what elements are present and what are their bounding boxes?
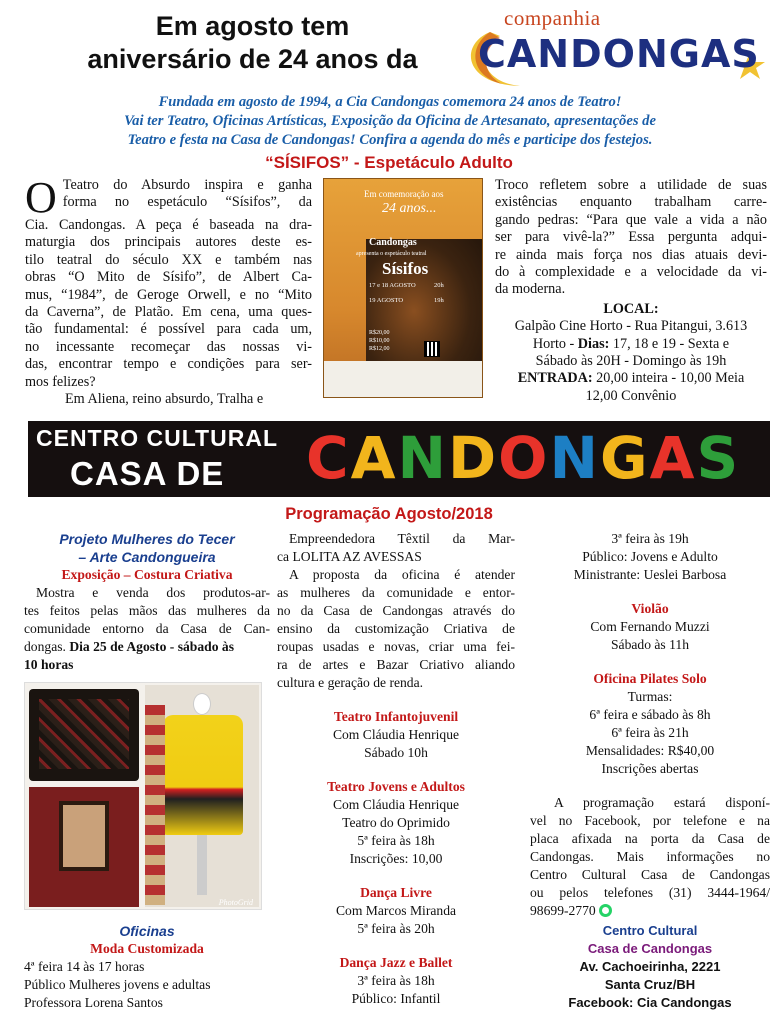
sisifos-right-line: gando pedras: “Para que vale a vida a não	[495, 211, 767, 228]
poster-time2: 19h	[434, 297, 444, 304]
expo-line: Mostra e venda dos produtos-ar-	[36, 585, 270, 600]
logo-big-text: CANDONGAS	[478, 32, 760, 76]
banner-line1: CENTRO CULTURAL	[36, 425, 278, 451]
teatro-jov-line: Teatro do Oprimido	[342, 815, 450, 830]
sisifos-right-line: ser para vivê-la?” Essa pergunta adqui-	[495, 229, 767, 246]
prog-col1	[24, 530, 270, 674]
sisifos-right-line: re ainda mais força nos dias atuais devi-	[495, 246, 767, 263]
expo-bold: Dia 25 de Agosto - sábado às	[69, 639, 234, 654]
intro-text	[30, 93, 750, 150]
pilates-title: Oficina Pilates Solo	[593, 671, 707, 686]
logo-small-text: companhia	[504, 6, 601, 30]
banner-letter: A	[649, 424, 697, 492]
info-phone-line	[530, 902, 770, 920]
local-line2-c: 17, 18 e 19 - Sexta e	[609, 335, 730, 352]
sisifos-right-line: existências enquanto trabalham carre-	[495, 194, 767, 211]
centro-cultural-banner	[28, 421, 770, 497]
col2-intro-line: ensino da customização Criativa de	[277, 621, 515, 636]
sisifos-left-line: mus, “1984”, de Geroge Orwell, e no “Mito	[25, 286, 312, 303]
teatro-inf-line: Sábado 10h	[364, 745, 428, 760]
sisifos-left-column	[25, 173, 312, 408]
entrada-label: ENTRADA:	[517, 370, 593, 387]
teatro-jov-line: Inscrições: 10,00	[349, 851, 443, 866]
facebook-link[interactable]: Facebook: Cia Candongas	[568, 995, 732, 1010]
col2-intro-line: roupas usadas e novas, criar uma fei-	[277, 639, 515, 654]
info-line: Candongas. Mais informações no	[530, 849, 770, 864]
sisifos-title: “SÍSIFOS” - Espetáculo Adulto	[265, 153, 513, 172]
sisifos-right-column	[495, 177, 767, 405]
info-line: vel no Facebook, por telefone e na	[530, 813, 770, 828]
candongas-logo	[460, 4, 772, 88]
sisifos-left-line: das, encontrar tempo e condições para ser-	[25, 356, 312, 373]
moda-line: Professora Lorena Santos	[24, 995, 163, 1010]
banner-line2: CASA DE	[70, 455, 225, 492]
col2-intro-line: ca LOLITA AZ AVESSAS	[277, 549, 422, 564]
col3-top-line: 3ª feira às 19h	[611, 531, 689, 546]
poster-sponsor-strip	[324, 361, 483, 398]
danca-jazz-line: 3ª feira às 18h	[357, 973, 435, 988]
teatro-jov-line: Com Cláudia Henrique	[332, 797, 460, 812]
expo-line: tes feitos pelas mãos das mulheres da	[24, 603, 270, 618]
danca-jazz-title: Dança Jazz e Ballet	[339, 955, 453, 970]
poster-time1: 20h	[434, 282, 444, 289]
photo-credit: PhotoGrid	[218, 898, 253, 907]
sisifos-left-line: forma no espetáculo “Sísifos”, da	[62, 194, 312, 211]
banner-letter: O	[498, 424, 550, 492]
banner-letter: S	[696, 424, 741, 492]
info-line: A programação estará disponí-	[554, 795, 770, 810]
address-line1: Av. Cachoeirinha, 2221	[579, 959, 721, 974]
local-line1: Galpão Cine Horto - Rua Pitangui, 3.613	[514, 318, 748, 335]
banner-letter: N	[549, 424, 601, 492]
info-line: 98699-2770	[530, 903, 596, 918]
entrada-text: 20,00 inteira - 10,00 Meia	[592, 370, 745, 387]
programacao-title: Programação Agosto/2018	[285, 505, 493, 523]
teatro-infantojuvenil-title: Teatro Infantojuvenil	[333, 709, 459, 724]
header-title-line1: Em agosto tem	[155, 11, 350, 41]
col2-intro-line: ra de artes e Bazar Criativo aliando	[277, 657, 515, 672]
sisifos-left-line: no incessante recomeçar das nossas vi-	[25, 338, 312, 355]
col3-top-line: Ministrante: Ueslei Barbosa	[573, 567, 727, 582]
banner-letter: C	[306, 424, 351, 492]
intro-line2: Vai ter Teatro, Oficinas Artísticas, Exposição da Oficina de Artesanato, apresentações de	[124, 113, 656, 129]
sisifos-left-line: Em Aliena, reino absurdo, Tralha e	[65, 391, 264, 408]
sisifos-left-line: Teatro do Absurdo inspira e ganha	[62, 177, 312, 193]
expo-title: Exposição – Costura Criativa	[61, 567, 233, 582]
sisifos-left-line: mos felizes?	[25, 373, 96, 390]
expo-line: dongas.	[24, 639, 66, 654]
teatro-jov-line: 5ª feira às 18h	[357, 833, 435, 848]
teatro-jovens-title: Teatro Jovens e Adultos	[327, 779, 465, 794]
danca-jazz-line: Público: Infantil	[351, 991, 441, 1006]
prog-col3	[530, 530, 770, 1012]
banner-candongas	[306, 423, 740, 493]
poster-date2: 19 AGOSTO	[369, 297, 404, 304]
exposicao-photo	[24, 682, 262, 910]
danca-livre-title: Dança Livre	[360, 885, 432, 900]
address-line2: Santa Cruz/BH	[604, 977, 696, 992]
local-label: LOCAL:	[603, 300, 659, 317]
header-title	[0, 10, 505, 76]
project-title2: – Arte Candongueira	[78, 549, 216, 565]
header-title-line2: aniversário de 24 anos da	[87, 44, 418, 74]
poster-price2: R$10,00	[369, 338, 390, 344]
col2-intro-line: Empreendedora Têxtil da Mar-	[289, 531, 515, 546]
col2-intro-line: no da Casa de Candongas através do	[277, 603, 515, 618]
oficinas-title: Oficinas	[119, 923, 175, 939]
local-line3: Sábado às 20H - Domingo às 19h	[535, 353, 727, 370]
entrada-line	[495, 370, 767, 387]
info-line: ou pelos telefones (31) 3444-1964/	[530, 885, 770, 900]
sisifos-poster	[323, 178, 483, 398]
poster-date1: 17 e 18 AGOSTO	[369, 282, 416, 289]
sisifos-left-line: da Caverna”, de Platão. Em cena, uma ques-	[25, 304, 312, 321]
whatsapp-icon[interactable]	[599, 904, 612, 917]
intro-line3: Teatro e festa na Casa de Candongas! Confira a agenda do mês e participe dos festejos.	[127, 132, 653, 148]
dress-image	[145, 685, 259, 907]
violao-line: Com Fernando Muzzi	[590, 619, 710, 634]
poster-subtitle: apresenta o espetáculo teatral	[356, 251, 427, 257]
danca-livre-line: 5ª feira às 20h	[357, 921, 435, 936]
banner-letter: D	[448, 424, 499, 492]
poster-price1: R$20,00	[369, 330, 390, 336]
banner-letter: N	[397, 424, 449, 492]
info-line: Centro Cultural Casa de Candongas	[530, 867, 770, 882]
poster-top-text: Em comemoração aos	[364, 189, 444, 199]
col2-intro-line: A proposta da oficina é atender	[289, 567, 515, 582]
expo-line-combined	[24, 638, 270, 656]
prog-col2	[277, 530, 515, 1008]
moda-line: Público Mulheres jovens e adultas	[24, 977, 211, 992]
pilates-line: 6ª feira e sábado às 8h	[589, 707, 711, 722]
danca-livre-line: Com Marcos Miranda	[335, 903, 457, 918]
info-line: placa afixada na porta da Casa de	[530, 831, 770, 846]
sisifos-right-line: Troco refletem sobre a utilidade de suas	[495, 177, 767, 193]
local-line2-a: Horto -	[532, 335, 578, 352]
expo-line: comunidade entorno da Casa de Can-	[24, 621, 270, 636]
sisifos-left-line: tilo teatral do século XX e também nas	[25, 251, 312, 268]
violao-line: Sábado às 11h	[610, 637, 690, 652]
col3-top-line: Público: Jovens e Adulto	[582, 549, 718, 564]
entrada-line2: 12,00 Convênio	[585, 387, 677, 404]
sisifos-right-line: da moderna.	[495, 281, 566, 298]
banner-candongas-text	[306, 424, 740, 492]
sisifos-left-line: Cia. Candongas. A peça é baseada na dra-	[25, 217, 312, 233]
col2-intro-line: cultura e geração de renda.	[277, 675, 424, 690]
violao-title: Violão	[631, 601, 669, 616]
local-days-label: Dias:	[577, 335, 610, 352]
pilates-line: Inscrições abertas	[601, 761, 699, 776]
poster-years: 24 anos...	[382, 201, 437, 216]
poster-company: Candongas	[369, 237, 417, 248]
pilates-line: 6ª feira às 21h	[611, 725, 689, 740]
local-line2	[495, 336, 767, 353]
sisifos-right-line: do à complexidade e a velocidade da vi-	[495, 264, 767, 281]
banner-letter: G	[600, 424, 650, 492]
sisifos-left-line: obras “O Mito de Sísifo”, de Albert Ca-	[25, 269, 312, 286]
cc-line1: Centro Cultural	[602, 923, 698, 938]
bag-image	[29, 689, 139, 781]
sisifos-left-line: maturgia dos principais autores deste es-	[25, 234, 312, 251]
moda-line: 4ª feira 14 às 17 horas	[24, 959, 145, 974]
project-title1: Projeto Mulheres do Tecer	[59, 531, 235, 547]
poster-qr-icon	[424, 341, 440, 357]
intro-line1: Fundada em agosto de 1994, a Cia Candongas comemora 24 anos de Teatro!	[158, 94, 622, 110]
col2-intro-line: as mulheres da comunidade e entor-	[277, 585, 515, 600]
banner-letter: A	[350, 424, 398, 492]
cc-line2: Casa de Candongas	[587, 941, 713, 956]
poster-show: Sísifos	[382, 259, 429, 278]
pilates-line: Turmas:	[627, 689, 673, 704]
frida-bag-image	[29, 787, 139, 907]
oficinas-block	[24, 922, 270, 1012]
sisifos-left-line: tão fundamental: é possível para cada um,	[25, 321, 312, 338]
expo-bold2: 10 horas	[24, 657, 74, 672]
poster-price3: R$12,00	[369, 346, 390, 352]
moda-title: Moda Customizada	[90, 941, 204, 956]
dropcap: O	[25, 173, 57, 222]
pilates-line: Mensalidades: R$40,00	[585, 743, 715, 758]
teatro-inf-line: Com Cláudia Henrique	[332, 727, 460, 742]
